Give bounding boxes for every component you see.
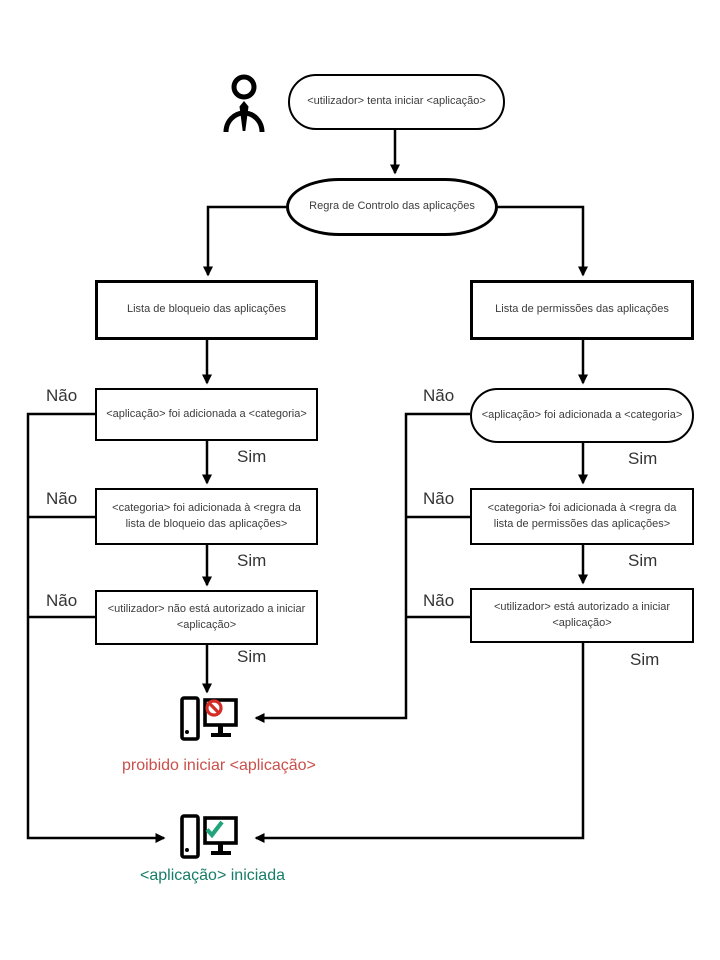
- label-sim-block-2: Sim: [237, 551, 267, 570]
- label-nao-block-2: Não: [46, 489, 78, 508]
- node-allowlist-label: Lista de permissões das aplicações: [495, 303, 669, 316]
- edge-allow-nao-trunk-to-denied: [256, 414, 470, 718]
- edge-allow-sim-3-to-started: [256, 643, 583, 838]
- user-icon: [222, 74, 266, 134]
- node-blocklist: [95, 280, 318, 340]
- edge-rule-to-allowlist: [497, 207, 583, 275]
- label-sim-block-3: Sim: [237, 647, 267, 666]
- node-allow-app-in-category-label: <aplicação> foi adicionada a <categoria>: [481, 408, 683, 421]
- label-nao-allow-2: Não: [423, 489, 455, 508]
- label-sim-allow-3: Sim: [630, 650, 660, 669]
- check-mark-icon: [207, 822, 222, 835]
- node-allow-category-rule-line2: lista de permissões das aplicações>: [493, 517, 671, 530]
- node-user-not-authorized-line1: <utilizador> não está autorizado a iniciar: [107, 602, 306, 615]
- edge-rule-to-blocklist: [208, 207, 288, 275]
- node-block-app-in-category: [95, 388, 318, 441]
- node-user-authorized: [470, 588, 694, 643]
- label-nao-allow-1: Não: [423, 386, 455, 405]
- node-block-category-rule-line2: lista de bloqueio das aplicações>: [125, 517, 288, 530]
- label-sim-allow-2: Sim: [628, 551, 658, 570]
- node-user-not-authorized: [95, 590, 318, 645]
- node-allow-category-rule: [470, 488, 694, 545]
- started-outcome-text: <aplicação> iniciada: [140, 867, 285, 884]
- computer-blocked-icon: [180, 696, 238, 742]
- node-start: [288, 74, 505, 130]
- label-nao-block-3: Não: [46, 591, 78, 610]
- label-nao-block-1: Não: [46, 386, 78, 405]
- node-user-authorized-line2: <aplicação>: [552, 616, 612, 629]
- node-allow-app-in-category: [470, 388, 694, 443]
- node-rule-label: Regra de Controlo das aplicações: [309, 200, 475, 213]
- node-block-category-rule-line1: <categoria> foi adicionada à <regra da: [112, 501, 301, 514]
- denied-outcome-text: proibido iniciar <aplicação>: [122, 757, 316, 774]
- node-block-category-rule: [95, 488, 318, 545]
- computer-started-icon: [180, 814, 238, 860]
- label-nao-allow-3: Não: [423, 591, 455, 610]
- node-start-label: <utilizador> tenta iniciar <aplicação>: [307, 95, 486, 108]
- node-blocklist-label: Lista de bloqueio das aplicações: [126, 303, 286, 316]
- node-allowlist: [470, 280, 694, 340]
- label-sim-block-1: Sim: [237, 447, 267, 466]
- node-block-app-in-category-label: <aplicação> foi adicionada a <categoria>: [106, 407, 307, 420]
- node-user-authorized-line1: <utilizador> está autorizado a iniciar: [493, 600, 671, 613]
- label-sim-allow-1: Sim: [628, 449, 658, 468]
- prohibition-sign-icon: [207, 701, 221, 715]
- node-application-control-rule: [286, 178, 498, 236]
- node-user-not-authorized-line2: <aplicação>: [176, 618, 237, 631]
- node-allow-category-rule-line1: <categoria> foi adicionada à <regra da: [487, 501, 677, 514]
